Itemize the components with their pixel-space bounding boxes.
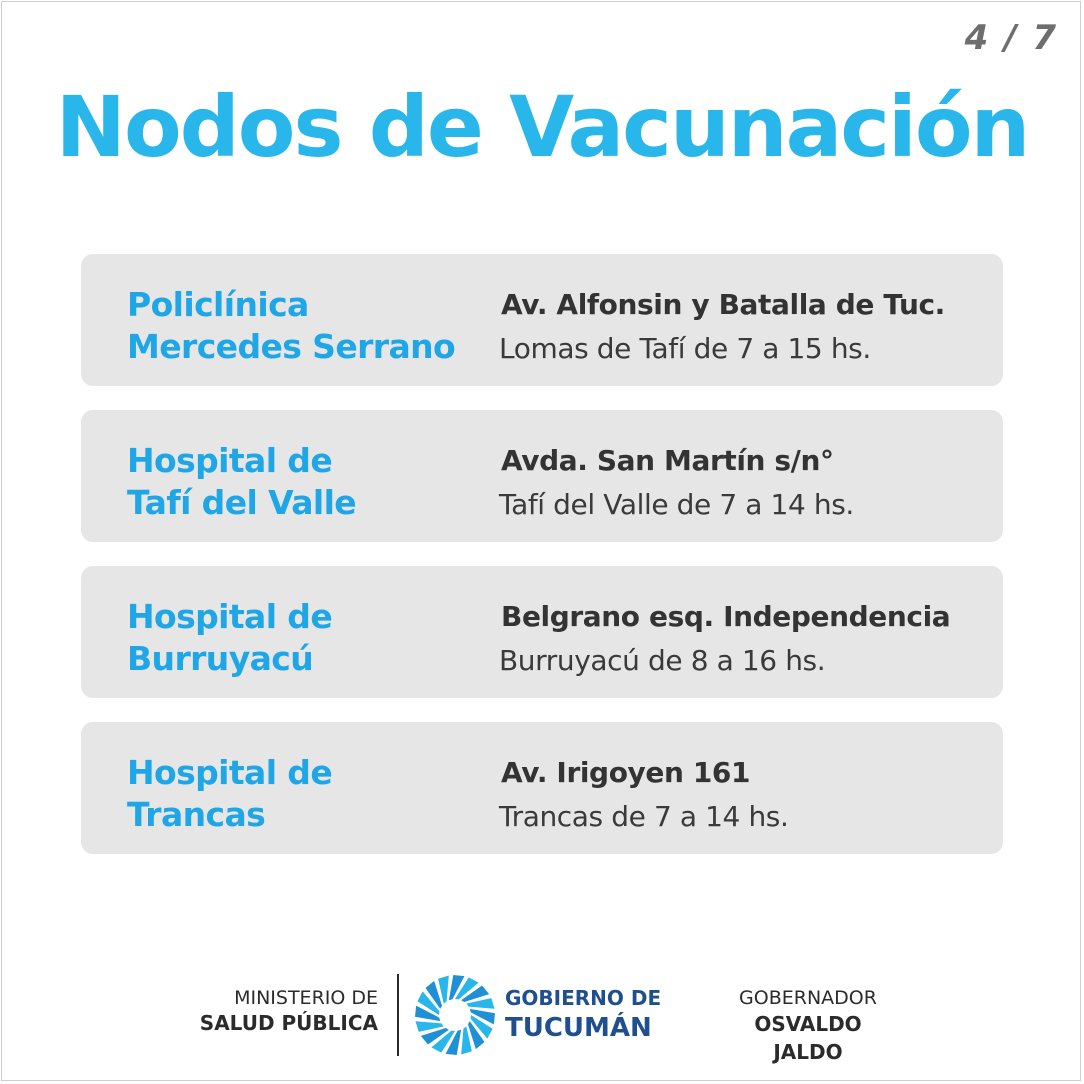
node-card (81, 722, 1003, 854)
node-name-line2: Trancas (127, 795, 266, 834)
node-card (81, 566, 1003, 698)
governor-line1: GOBERNADOR (739, 987, 877, 1009)
node-hours: Burruyacú de 8 a 16 hs. (499, 644, 826, 677)
node-address: Belgrano esq. Independencia (501, 600, 951, 633)
ministry-line1: MINISTERIO DE (234, 987, 378, 1009)
node-card (81, 254, 1003, 386)
node-name-line2: Tafí del Valle (127, 483, 357, 522)
node-name-line1: Hospital de (127, 753, 333, 792)
node-name (127, 440, 487, 524)
node-name-line1: Hospital de (127, 441, 333, 480)
node-address: Avda. San Martín s/n° (501, 444, 834, 477)
node-name (127, 284, 487, 368)
node-hours: Lomas de Tafí de 7 a 15 hs. (499, 332, 871, 365)
node-name-line1: Hospital de (127, 597, 333, 636)
sun-rays-emblem-icon (414, 974, 496, 1056)
governor-label (718, 986, 898, 1066)
governor-line2: OSVALDO JALDO (754, 1012, 862, 1064)
node-address: Av. Alfonsin y Batalla de Tuc. (501, 288, 945, 321)
node-name-line1: Policlínica (127, 285, 309, 324)
page-indicator: 4 / 7 (964, 18, 1058, 58)
government-line1: GOBIERNO DE (505, 986, 662, 1010)
node-hours: Trancas de 7 a 14 hs. (499, 800, 789, 833)
footer-divider (397, 974, 399, 1056)
node-address: Av. Irigoyen 161 (501, 756, 751, 789)
node-name (127, 752, 487, 836)
node-hours: Tafí del Valle de 7 a 14 hs. (499, 488, 854, 521)
government-line2: TUCUMÁN (505, 1013, 652, 1043)
page-title: Nodos de Vacunación (55, 78, 1029, 176)
node-card (81, 410, 1003, 542)
government-label (505, 984, 661, 1044)
ministry-line2: SALUD PÚBLICA (199, 1011, 378, 1035)
node-name-line2: Mercedes Serrano (127, 327, 456, 366)
node-name (127, 596, 487, 680)
vaccination-nodes-list (81, 254, 1003, 878)
ministry-label (200, 986, 378, 1036)
node-name-line2: Burruyacú (127, 639, 314, 678)
footer (0, 970, 1084, 1064)
